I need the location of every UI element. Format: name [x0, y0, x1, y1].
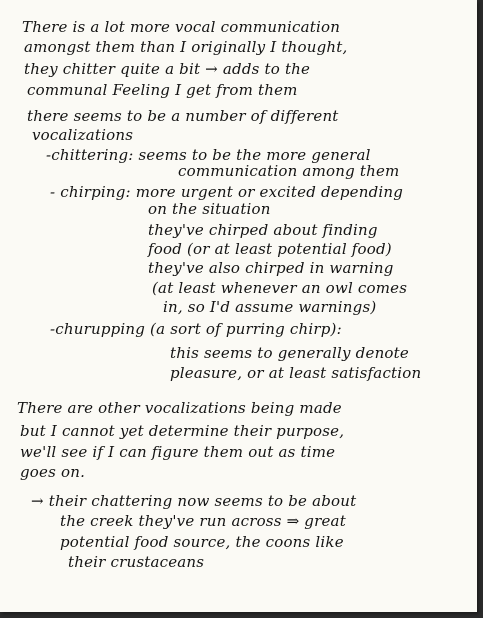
note-line: the creek they've run across ⇒ great [60, 512, 346, 530]
note-line: we'll see if I can figure them out as time [20, 443, 336, 461]
note-line: they've also chirped in warning [148, 259, 394, 277]
note-line: they've chirped about finding [148, 221, 378, 239]
note-line: There are other vocalizations being made [17, 399, 342, 417]
note-line: -chittering: seems to be the more general [46, 146, 371, 164]
note-line: communication among them [178, 162, 400, 180]
note-line: → their chattering now seems to be about [31, 492, 357, 510]
note-line: pleasure, or at least satisfaction [170, 364, 422, 382]
note-line: amongst them than I originally I thought, [24, 38, 348, 56]
note-line: - chirping: more urgent or excited depending [50, 183, 404, 201]
note-line: on the situation [148, 200, 271, 218]
note-line: food (or at least potential food) [148, 240, 392, 258]
note-line: -churupping (a sort of purring chirp): [50, 320, 342, 338]
note-line: goes on. [20, 463, 86, 481]
note-line: in, so I'd assume warnings) [163, 298, 377, 316]
note-line: this seems to generally denote [170, 344, 409, 362]
note-line: communal Feeling I get from them [27, 81, 298, 99]
note-line: vocalizations [32, 126, 134, 144]
note-line: they chitter quite a bit → adds to the [24, 60, 311, 78]
note-line: their crustaceans [68, 553, 205, 571]
note-line: potential food source, the coons like [60, 533, 344, 551]
note-line: there seems to be a number of different [27, 107, 339, 125]
note-line: but I cannot yet determine their purpose, [20, 422, 345, 440]
note-line: There is a lot more vocal communication [22, 18, 341, 36]
note-line: (at least whenever an owl comes [152, 279, 408, 297]
